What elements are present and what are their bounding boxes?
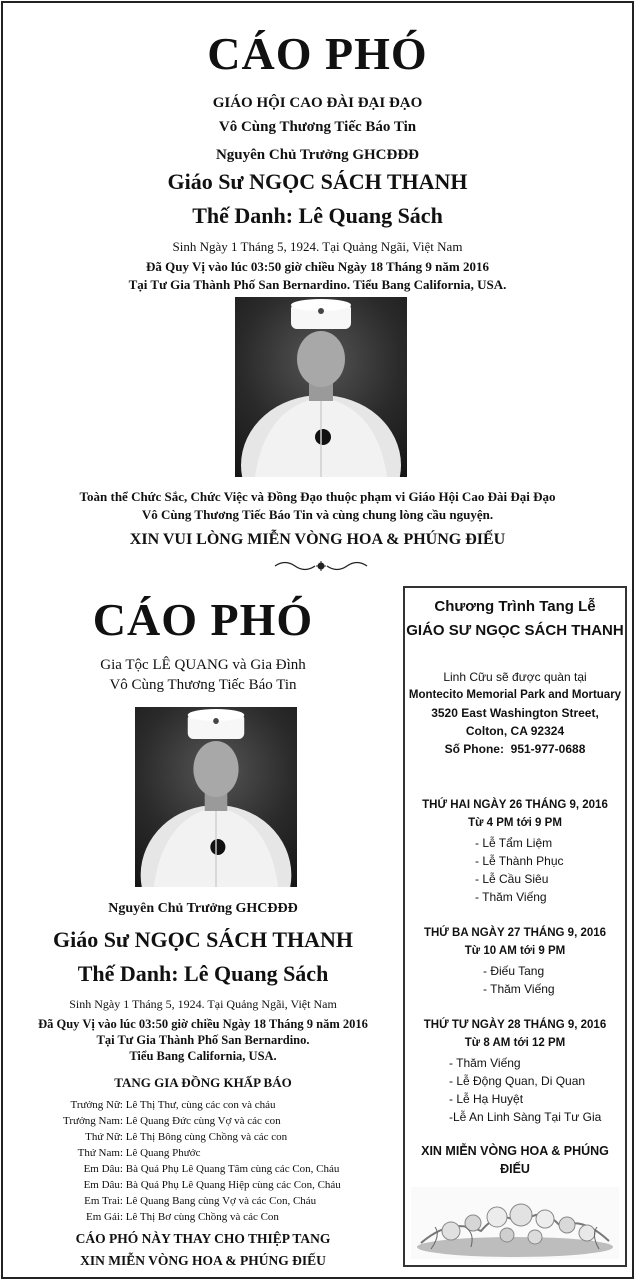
day2-time: Từ 10 AM tới 9 PM (464, 945, 566, 957)
mourner-relation: Em Trai: (84, 1195, 123, 1207)
mourner-relation: Trưởng Nam: (63, 1115, 123, 1127)
day1-item: - Lễ Tẩm Liệm (475, 836, 553, 850)
mourner-row (9, 1129, 401, 1145)
day3-item: - Lễ Động Quan, Di Quan (449, 1074, 586, 1088)
mourner-names: Lê Thị Thư, cùng các con và cháu (125, 1099, 276, 1111)
day3-time: Từ 8 AM tới 12 PM (464, 1037, 566, 1049)
day3-item: - Thăm Viếng (449, 1056, 521, 1070)
obituary-page (1, 1, 634, 1279)
program-title: Chương Trình Tang Lễ (434, 598, 596, 615)
top-org: GIÁO HỘI CAO ĐÀI ĐẠI ĐẠO (212, 95, 423, 111)
mourner-names: Lê Quang Bang cùng Vợ và các Con, Cháu (125, 1195, 317, 1207)
mourner-row (9, 1097, 401, 1113)
left-role: Nguyên Chủ Trưởng GHCĐĐĐ (108, 901, 298, 916)
mourner-relation: Em Gái: (86, 1211, 123, 1223)
mourner-relation: Em Dâu: (83, 1163, 123, 1175)
top-place: Tại Tư Gia Thành Phố San Bernardino. Tiểu Bang California, USA. (128, 277, 507, 292)
left-born: Sinh Ngày 1 Tháng 5, 1924. Tại Quảng Ngãi, Việt Nam (69, 997, 337, 1011)
mourner-names: Lê Thị Bông cùng Chồng và các con (125, 1131, 288, 1143)
mourner-relation: Trưởng Nữ: (70, 1099, 123, 1111)
mourner-names: Lê Thị Bơ cùng Chồng và các Con (125, 1211, 279, 1223)
mourner-row (9, 1209, 401, 1225)
left-footer-line1: CÁO PHÓ NÀY THAY CHO THIỆP TANG (75, 1231, 331, 1246)
left-place-line2: Tiểu Bang California, USA. (129, 1049, 277, 1063)
mourner-names: Bà Quả Phụ Lê Quang Hiệp cùng các Con, Cháu (125, 1179, 341, 1191)
mourner-relation: Thứ Nữ: (85, 1131, 123, 1143)
mourners-list (9, 1097, 401, 1225)
day3-item: -Lễ An Linh Sàng Tại Tư Gia (449, 1110, 602, 1124)
phone-label: Số Phone: (444, 742, 504, 756)
top-religious-name: Thế Danh: Lê Quang Sách (192, 203, 443, 228)
day3-item: - Lễ Hạ Huyệt (449, 1092, 524, 1106)
funeral-program-box (403, 586, 627, 1267)
day1-item: - Lễ Thành Phục (475, 854, 564, 868)
program-closing: XIN MIỄN VÒNG HOA & PHÚNG ĐIẾU (421, 1144, 609, 1176)
program-street: 3520 East Washington Street, (431, 706, 599, 720)
flower-arrangement-image (411, 1187, 619, 1259)
day1-item: - Lễ Cầu Siêu (475, 872, 549, 886)
day1-item: - Thăm Viếng (475, 890, 547, 904)
day1-heading: THỨ HAI NGÀY 26 THÁNG 9, 2016 (422, 799, 608, 811)
top-born: Sinh Ngày 1 Tháng 5, 1924. Tại Quảng Ngãi, Việt Nam (172, 239, 463, 254)
mourner-names: Lê Quang Đức cùng Vợ và các con (125, 1115, 281, 1127)
left-family: Gia Tộc LÊ QUANG và Gia Đình (100, 657, 306, 673)
left-name: Giáo Sư NGỌC SÁCH THANH (52, 927, 354, 952)
program-city: Colton, CA 92324 (465, 724, 565, 738)
mourner-row (9, 1113, 401, 1129)
phone-number[interactable]: 951-977-0688 (510, 742, 586, 756)
ornament-divider (273, 558, 369, 574)
left-religious-name: Thế Danh: Lê Quang Sách (77, 961, 329, 986)
mourner-relation: Thứ Nam: (77, 1147, 123, 1159)
mourner-row (9, 1177, 401, 1193)
day1-time: Từ 4 PM tới 9 PM (468, 817, 562, 829)
top-name: Giáo Sư NGỌC SÁCH THANH (167, 169, 468, 194)
mourner-row (9, 1145, 401, 1161)
top-role: Nguyên Chủ Trưởng GHCĐĐĐ (215, 147, 420, 163)
left-announce: Vô Cùng Thương Tiếc Báo Tin (109, 677, 297, 693)
day3-heading: THỨ TƯ NGÀY 28 THÁNG 9, 2016 (423, 1019, 607, 1031)
top-announce: Vô Cùng Thương Tiếc Báo Tin (218, 119, 417, 135)
program-intro: Linh Cữu sẽ được quàn tại (443, 670, 587, 684)
mourner-row (9, 1193, 401, 1209)
top-closing: XIN VUI LÒNG MIỄN VÒNG HOA & PHÚNG ĐIẾU (129, 531, 506, 548)
left-title: CÁO PHÓ (92, 594, 314, 645)
left-place-line1: Tại Tư Gia Thành Phố San Bernardino. (96, 1033, 310, 1047)
day2-item: - Thăm Viếng (483, 982, 555, 996)
top-body-line2: Vô Cùng Thương Tiếc Báo Tin và cùng chung lòng cầu nguyện. (141, 507, 494, 522)
mourner-names: Lê Quang Phước (125, 1147, 201, 1159)
program-name: GIÁO SƯ NGỌC SÁCH THANH (406, 622, 624, 639)
day2-heading: THỨ BA NGÀY 27 THÁNG 9, 2016 (423, 927, 607, 939)
left-died: Đã Quy Vị vào lúc 03:50 giờ chiều Ngày 18 Tháng 9 năm 2016 (38, 1017, 368, 1031)
mourner-row (9, 1161, 401, 1177)
program-venue: Montecito Memorial Park and Mortuary (408, 689, 622, 701)
portrait-photo (235, 297, 407, 477)
mourner-names: Bà Quả Phụ Lê Quang Tâm cùng các Con, Cháu (125, 1163, 340, 1175)
portrait-photo-2 (135, 707, 297, 887)
day2-item: - Điếu Tang (483, 964, 545, 978)
top-body-line1: Toàn thể Chức Sắc, Chức Việc và Đồng Đạo thuộc phạm vi Giáo Hội Cao Đài Đại Đạo (79, 489, 556, 504)
top-died: Đã Quy Vị vào lúc 03:50 giờ chiều Ngày 18 Tháng 9 năm 2016 (146, 259, 489, 274)
program-phone-line (405, 740, 625, 758)
mourner-relation: Em Dâu: (83, 1179, 123, 1191)
mourners-title: TANG GIA ĐỒNG KHẤP BÁO (114, 1075, 292, 1090)
top-title: CÁO PHÓ (207, 28, 428, 79)
left-footer-line2: XIN MIỄN VÒNG HOA & PHÚNG ĐIẾU (80, 1253, 326, 1268)
